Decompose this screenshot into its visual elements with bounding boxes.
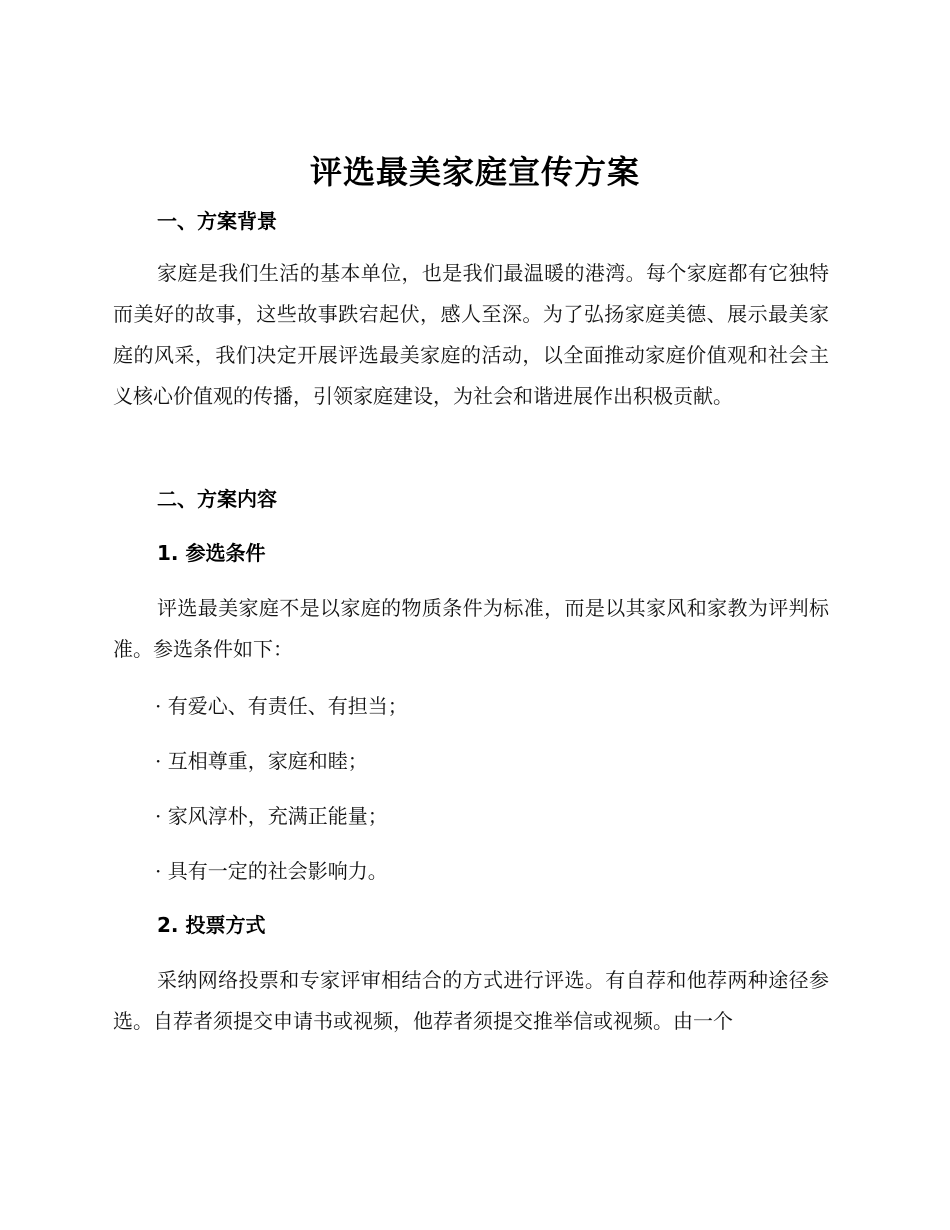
document-title: 评选最美家庭宣传方案 xyxy=(309,153,640,191)
bullet-item: · 家风淳朴，充满正能量； xyxy=(155,804,388,828)
paragraph-conditions: 评选最美家庭不是以家庭的物质条件为标准，而是以其家风和家教为评判标准。参选条件如下： xyxy=(113,596,829,661)
bullet-item: · 互相尊重，家庭和睦； xyxy=(155,749,368,773)
bullet-item: · 有爱心、有责任、有担当； xyxy=(155,694,408,718)
subheading-voting: 2. 投票方式 xyxy=(157,913,266,937)
bullet-item: · 具有一定的社会影响力。 xyxy=(155,859,388,883)
paragraph-background: 家庭是我们生活的基本单位，也是我们最温暖的港湾。每个家庭都有它独特而美好的故事，这些故事跌宕起伏，感人至深。为了弘扬家庭美德、展示最美家庭的风采，我们决定开展评选最美家庭的活动，以全面推动家庭价值观和社会主义核心价值观的传播，引领家庭建设，为社会和谐进展作出积极贡献。 xyxy=(113,261,829,408)
subheading-conditions: 1. 参选条件 xyxy=(157,541,266,565)
section-heading-background: 一、方案背景 xyxy=(157,209,277,233)
paragraph-voting: 采纳网络投票和专家评审相结合的方式进行评选。有自荐和他荐两种途径参选。自荐者须提交申请书或视频，他荐者须提交推举信或视频。由一个 xyxy=(113,968,829,1033)
section-heading-content: 二、方案内容 xyxy=(157,487,277,511)
